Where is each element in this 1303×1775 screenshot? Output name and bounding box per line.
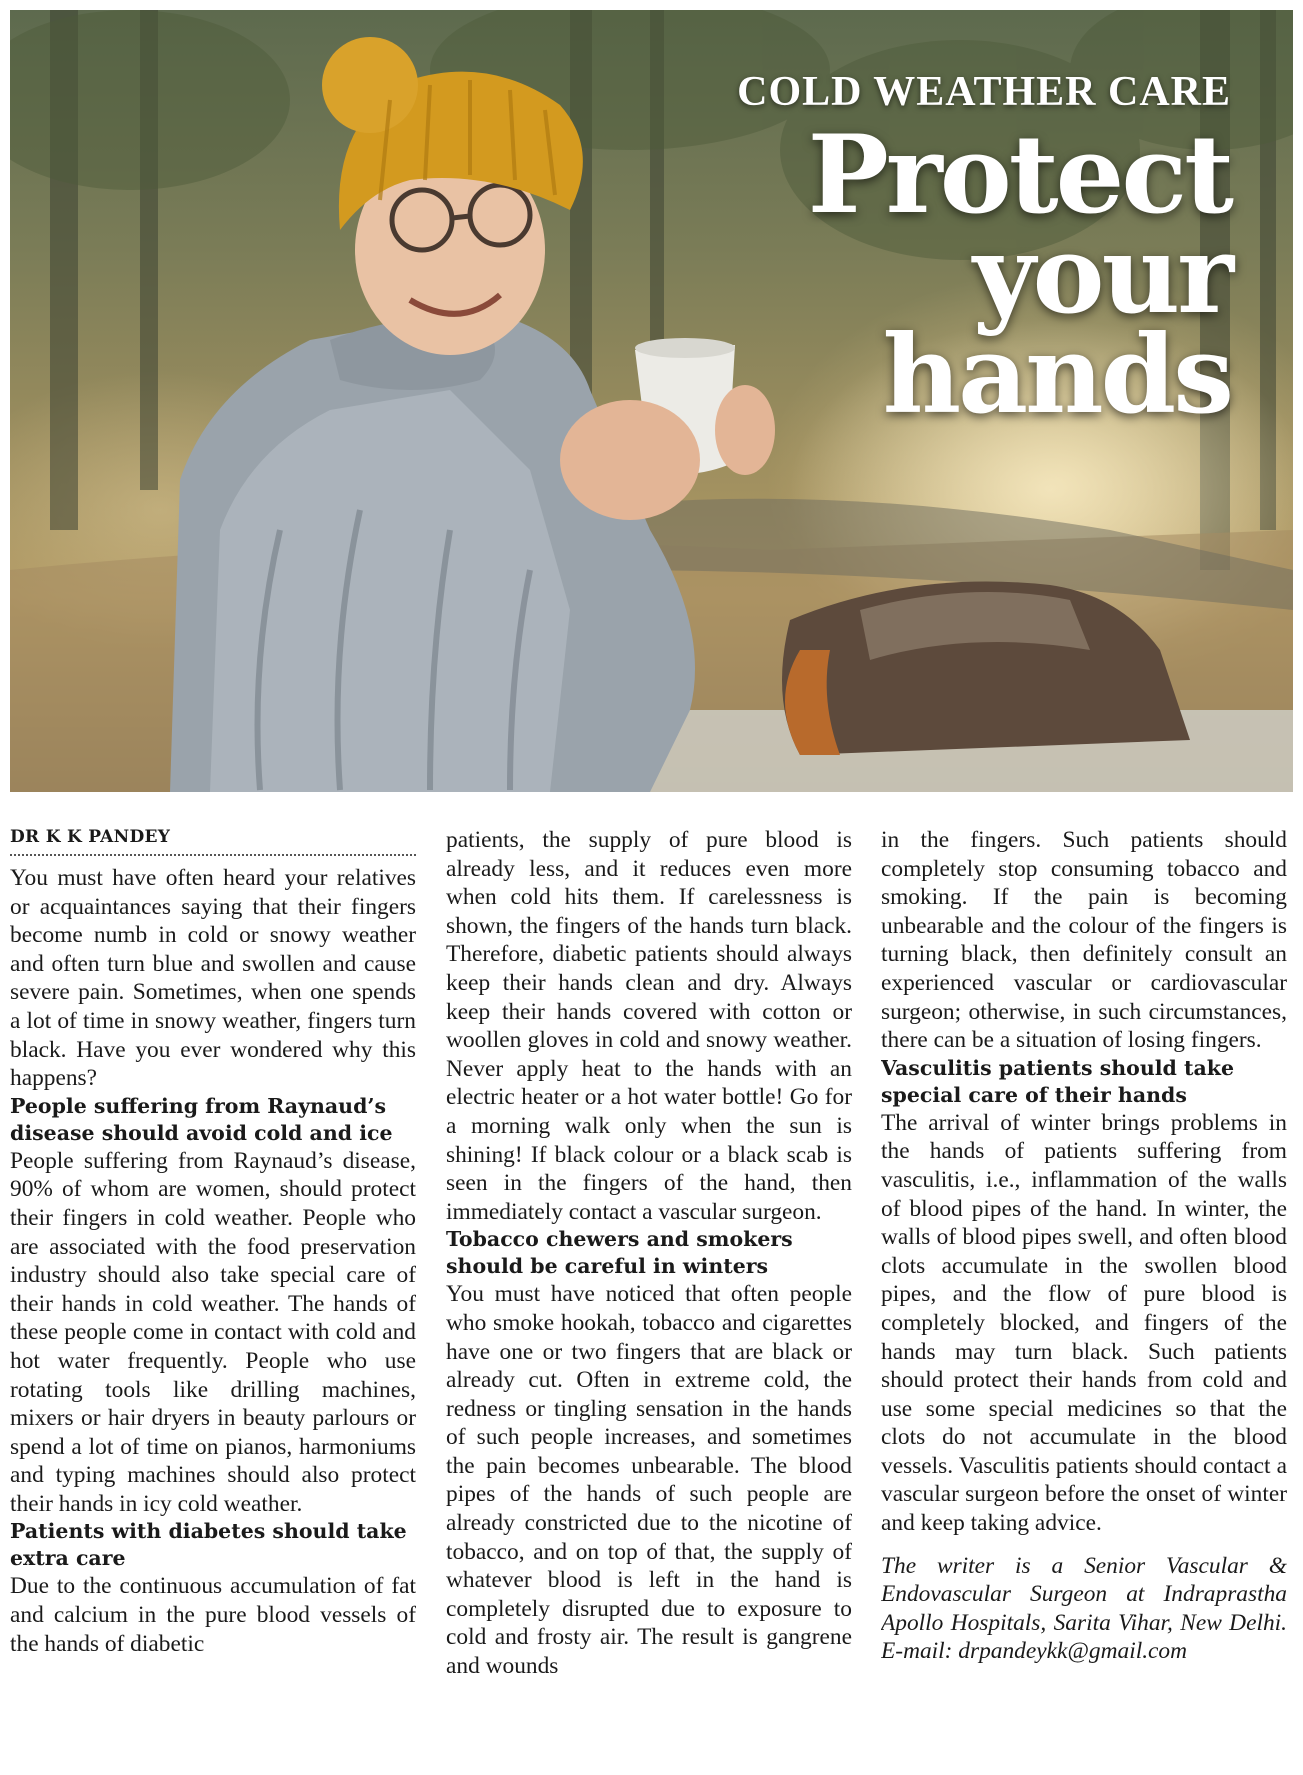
paragraph-vasculitis: The arrival of winter brings problems in the hands of patients suffering from vasculitis, i.e., inflammation of the walls of blood pipes of the hand. In winter, the walls of blood pipes swell, and often blood clots accumulate in the swollen blood pipes, and the flow of pure blood is completely blocked, and fingers of the hands may turn black. Such patients should protect their hands from cold and use some special medicines so that the clots do not accumulate in the blood vessels. Vasculitis patients should contact a vascular surgeon before the onset of winter and keep taking advice. bbox=[881, 1109, 1287, 1537]
paragraph-diabetes-cont: patients, the supply of pure blood is already less, and it reduces even more when cold hits them. If carelessness is shown, the fingers of the hands turn black. Therefore, diabetic patients should always keep their hands clean and dry. Always keep their hands covered with cotton or woollen gloves in cold and snowy weather. Never apply heat to the hands with an electric heater or a hot water bottle! Go for a morning walk only when the sun is shining! If black colour or a black scab is seen in the fingers of the hand, then immediately contact a vascular surgeon. bbox=[446, 827, 852, 1225]
subheading-vasculitis: Vasculitis patients should take special care of their hands bbox=[881, 1055, 1234, 1107]
headline bbox=[711, 112, 1231, 438]
subheading-tobacco: Tobacco chewers and smokers should be careful in winters bbox=[446, 1227, 793, 1279]
headline-line: hands bbox=[882, 312, 1231, 438]
headline-line: your bbox=[972, 212, 1231, 338]
section-kicker: COLD WEATHER CARE bbox=[737, 69, 1231, 115]
subheading-raynauds: People suffering from Raynaud’s disease should avoid cold and ice bbox=[10, 1093, 393, 1145]
article-column-3 bbox=[881, 826, 1287, 1768]
intro-paragraph: You must have often heard your relatives or acquaintances saying that their fingers become numb in cold or snowy weather and often turn blue and swollen and cause severe pain. Sometimes, when one spends a lot of time in snowy weather, fingers turn black. Have you ever wondered why this happens? bbox=[10, 865, 416, 1092]
paragraph-tobacco-cont: in the fingers. Such patients should completely stop consuming tobacco and smoking. If the pain is becoming unbearable and the colour of the fingers is turning black, then definitely consult an experienced vascular or cardiovascular surgeon; otherwise, in such circumstances, there can be a situation of losing fingers. bbox=[881, 827, 1287, 1054]
article-column-1 bbox=[10, 826, 416, 1768]
headline-line: Protect bbox=[807, 112, 1231, 238]
paragraph-tobacco-start: You must have noticed that often people who smoke hookah, tobacco and cigarettes have one or two fingers that are black or already cut. Often in extreme cold, the redness or tingling sensation in the hands of such people increases, and sometimes the pain becomes unbearable. The blood pipes of the hands of such people are already constricted due to the nicotine of tobacco, and on top of that, the supply of whatever blood is left in the hand is completely disrupted due to exposure to cold and frosty air. The result is gangrene and wounds bbox=[446, 1281, 852, 1680]
article-column-2 bbox=[446, 826, 852, 1768]
author-note: The writer is a Senior Vascular & Endovascular Surgeon at Indraprastha Apollo Hospitals, Sarita Vihar, New Delhi. E-mail: drpandeykk@gmail.com bbox=[881, 1552, 1287, 1665]
subheading-diabetes: Patients with diabetes should take extra care bbox=[10, 1519, 407, 1571]
byline: DR K K PANDEY bbox=[10, 826, 416, 856]
hero-photo bbox=[10, 10, 1293, 792]
paragraph-diabetes-start: Due to the continuous accumulation of fat and calcium in the pure blood vessels of the hands of diabetic bbox=[10, 1573, 416, 1657]
paragraph-raynauds: People suffering from Raynaud’s disease, 90% of whom are women, should protect their fingers in cold weather. People who are associated with the food preservation industry should also take special care of their hands in cold weather. The hands of these people come in contact with cold and hot water frequently. People who use rotating tools like drilling machines, mixers or hair dryers in beauty parlours or spend a lot of time on pianos, harmoniums and typing machines should also protect their hands in icy cold weather. bbox=[10, 1147, 416, 1517]
